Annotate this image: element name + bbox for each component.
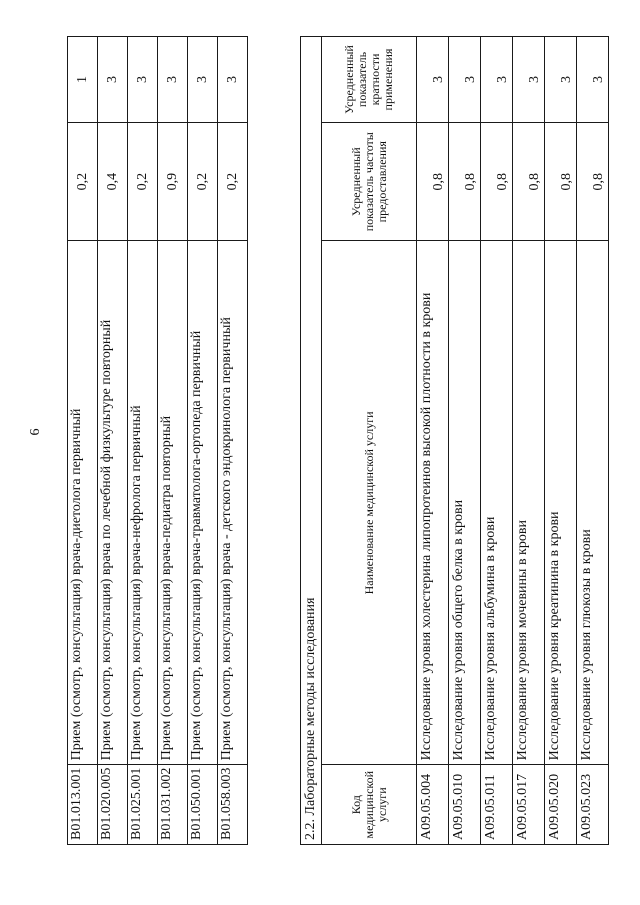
header-multiplicity: Усредненный показатель кратности применения [322, 37, 417, 123]
service-code: B01.050.001 [188, 765, 218, 845]
service-code: A09.05.004 [417, 765, 449, 845]
multiplicity-value: 3 [481, 37, 513, 123]
laboratory-methods-table [300, 36, 609, 845]
multiplicity-value: 3 [449, 37, 481, 123]
service-name: Исследование уровня общего белка в крови [449, 241, 481, 765]
multiplicity-value: 3 [577, 37, 609, 123]
multiplicity-value: 3 [158, 37, 188, 123]
service-name: Прием (осмотр, консультация) врача-диетолога первичный [68, 241, 98, 765]
service-code: B01.013.001 [68, 765, 98, 845]
multiplicity-value: 3 [545, 37, 577, 123]
multiplicity-value: 1 [68, 37, 98, 123]
page-number: 6 [28, 428, 43, 436]
frequency-value: 0,4 [98, 122, 128, 240]
frequency-value: 0,8 [417, 123, 449, 241]
table-row [545, 37, 577, 845]
multiplicity-value: 3 [188, 37, 218, 123]
frequency-value: 0,8 [481, 123, 513, 241]
service-code: B01.020.005 [98, 765, 128, 845]
table-row [577, 37, 609, 845]
table-header-row [322, 37, 417, 845]
multiplicity-value: 3 [417, 37, 449, 123]
service-name: Прием (осмотр, консультация) врача - детского эндокринолога первичный [218, 241, 248, 765]
frequency-value: 0,8 [449, 123, 481, 241]
frequency-value: 0,9 [158, 122, 188, 240]
table-row [188, 37, 218, 845]
frequency-value: 0,8 [545, 123, 577, 241]
table-row [128, 37, 158, 845]
service-code: A09.05.017 [513, 765, 545, 845]
multiplicity-value: 3 [98, 37, 128, 123]
service-name: Исследование уровня креатинина в крови [545, 241, 577, 765]
frequency-value: 0,2 [68, 122, 98, 240]
table-row [513, 37, 545, 845]
frequency-value: 0,8 [513, 123, 545, 241]
frequency-value: 0,2 [218, 122, 248, 240]
service-name: Исследование уровня мочевины в крови [513, 241, 545, 765]
service-name: Исследование уровня глюкозы в крови [577, 241, 609, 765]
header-frequency: Усредненный показатель частоты предоставления [322, 123, 417, 241]
service-code: A09.05.010 [449, 765, 481, 845]
service-code: B01.025.001 [128, 765, 158, 845]
service-code: B01.058.003 [218, 765, 248, 845]
multiplicity-value: 3 [128, 37, 158, 123]
consultations-table [67, 36, 248, 845]
service-name: Прием (осмотр, консультация) врача-травматолога-ортопеда первичный [188, 241, 218, 765]
service-name: Исследование уровня альбумина в крови [481, 241, 513, 765]
section-title: 2.2. Лабораторные методы исследования [301, 37, 322, 845]
multiplicity-value: 3 [513, 37, 545, 123]
service-code: B01.031.002 [158, 765, 188, 845]
service-name: Прием (осмотр, консультация) врача по лечебной физкультуре повторный [98, 241, 128, 765]
service-code: A09.05.020 [545, 765, 577, 845]
frequency-value: 0,8 [577, 123, 609, 241]
service-name: Исследование уровня холестерина липопротеинов высокой плотности в крови [417, 241, 449, 765]
header-name: Наименование медицинской услуги [322, 241, 417, 765]
table-row [98, 37, 128, 845]
section-title-row [301, 37, 322, 845]
header-code: Код медицинской услуги [322, 765, 417, 845]
service-name: Прием (осмотр, консультация) врача-педиатра повторный [158, 241, 188, 765]
table-row [158, 37, 188, 845]
multiplicity-value: 3 [218, 37, 248, 123]
table-row [218, 37, 248, 845]
table-row [417, 37, 449, 845]
service-code: A09.05.011 [481, 765, 513, 845]
service-name: Прием (осмотр, консультация) врача-нефролога первичный [128, 241, 158, 765]
table-row [449, 37, 481, 845]
frequency-value: 0,2 [128, 122, 158, 240]
service-code: A09.05.023 [577, 765, 609, 845]
frequency-value: 0,2 [188, 122, 218, 240]
table-row [481, 37, 513, 845]
table-row [68, 37, 98, 845]
